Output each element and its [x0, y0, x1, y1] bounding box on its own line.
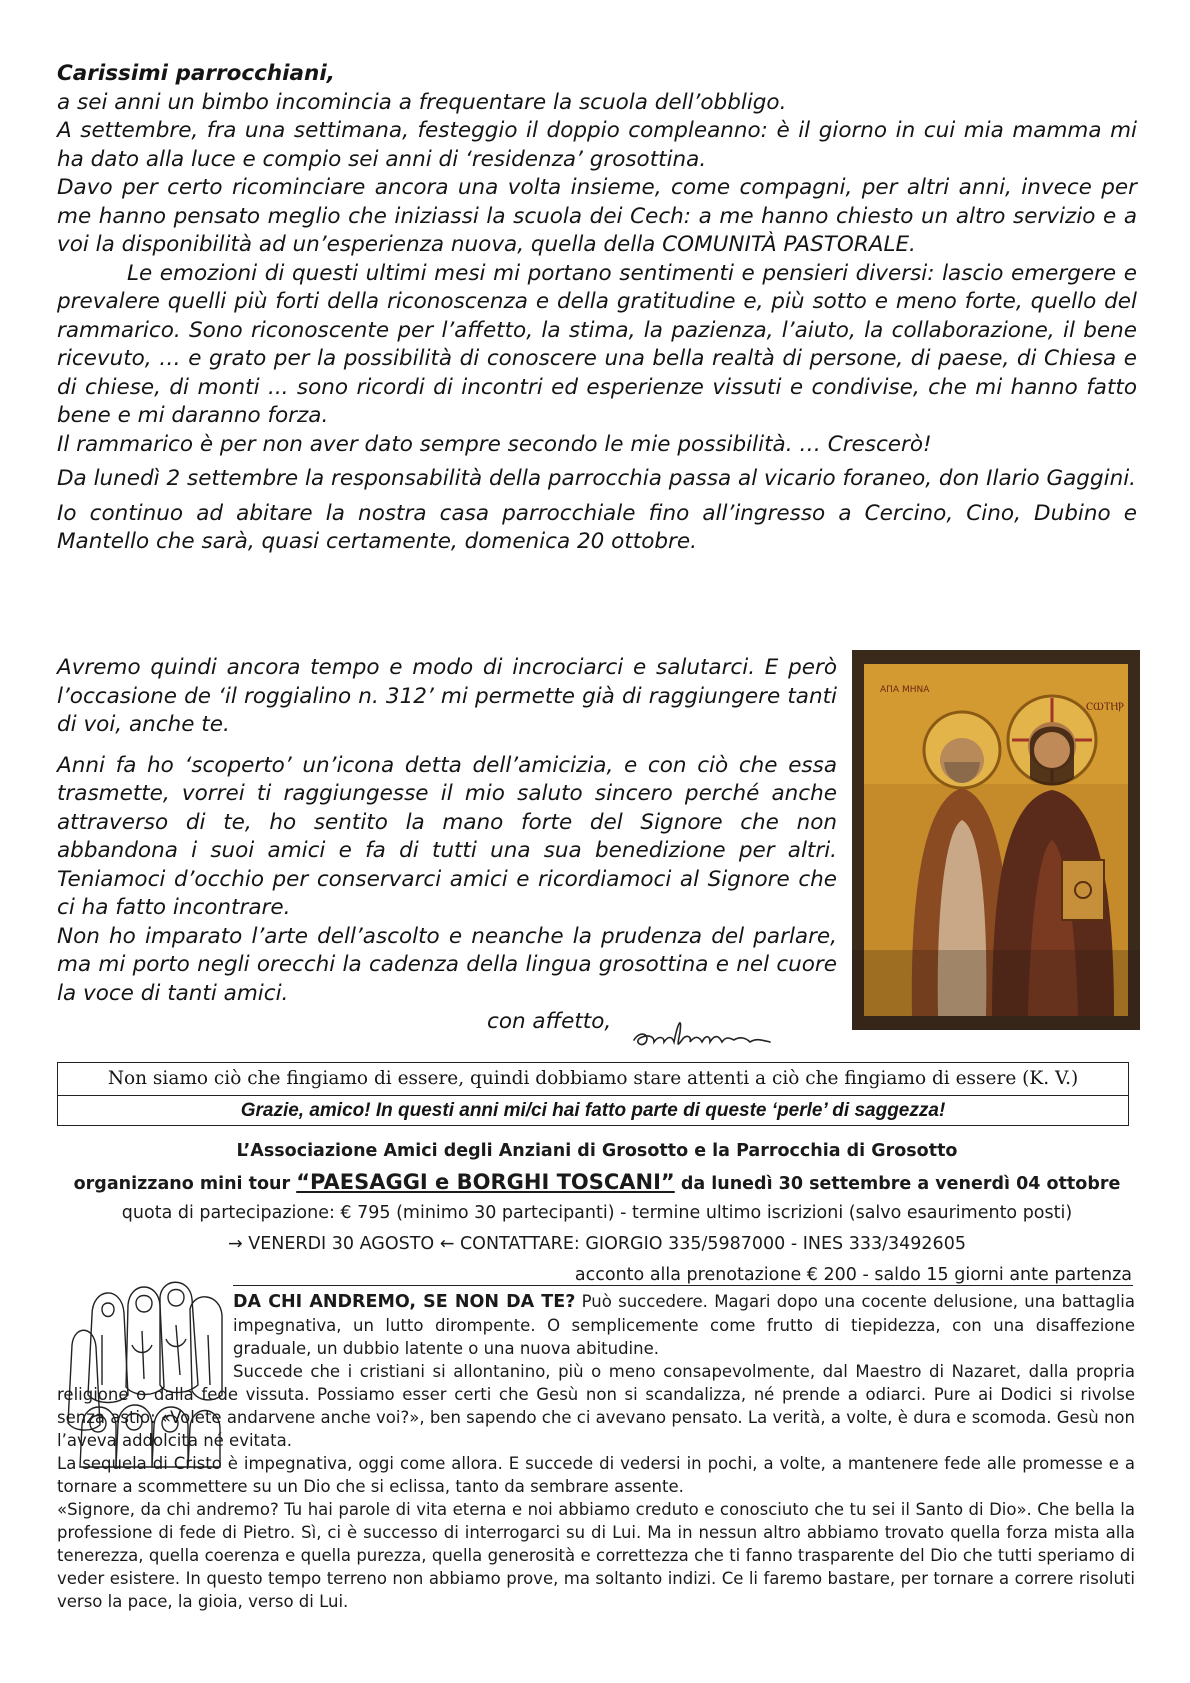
tour-organizers: L’Associazione Amici degli Anziani di Grosotto e la Parrocchia di Grosotto — [236, 1141, 958, 1161]
reflection-paragraph: La sequela di Cristo è impegnativa, oggi come allora. E succede di vedersi in pochi, a volte, a mantenere fede alle promesse e a tornare a scommettere su un Dio che si eclissa, tanto da sembrare assente. — [57, 1454, 1135, 1496]
tour-price: quota di partecipazione: € 795 (minimo 30 partecipanti) - termine ultimo iscrizioni (salvo esaurimento posti) — [121, 1203, 1073, 1223]
letter-paragraph: Anni fa ho ‘scoperto’ un’icona detta dell’amicizia, e con ciò che essa trasmette, vorrei ti raggiungesse il mio saluto sincero perché anche attraverso di te, ho sentito la mano forte del Signore che non abbandona i suoi amici e fa di tutti una sua benedizione per altri. Teniamoci d’occhio per conservarci amici e ricordiamoci al Signore che ci ha fatto incontrare. — [57, 752, 837, 920]
reflection-intro-text: Può succedere. Magari dopo una cocente delusione, una battaglia impegnativa, un lutto dirompente. O semplicemente come frutto di tiepidezza, con una disaffezione graduale, un dubbio latente o una nuova abitudine. — [233, 1292, 1135, 1358]
tour-deposit: acconto alla prenotazione € 200 - saldo 15 giorni ante partenza — [574, 1265, 1132, 1285]
tour-title: “PAESAGGI e BORGHI TOSCANI” — [296, 1170, 675, 1194]
letter-paragraph: Le emozioni di questi ultimi mesi mi portano sentimenti e pensieri diversi: lascio emergere e prevalere quelli più forti della riconoscenza e della gratitudine e, più sotto e meno forte, quello del rammarico. Sono riconoscente per l’affetto, la stima, la pazienza, l’aiuto, la collaborazione, il bene ricevuto, … e grato per la possibilità di conoscere una bella realtà di persone, di paese, di Chiesa e di chiese, di monti ... sono ricordi di incontri ed esperienze vissuti e condivise, che mi hanno fatto bene e mi daranno forza. — [57, 260, 1137, 428]
letter-paragraph: Io continuo ad abitare la nostra casa parrocchiale fino all’ingresso a Cercino, Cino, Dubino e Mantello che sarà, quasi certamente, domenica 20 ottobre. — [57, 500, 1137, 554]
thanks-line: Grazie, amico! In questi anni mi/ci hai fatto parte di queste ‘perle’ di saggezza! — [240, 1100, 946, 1121]
friendship-icon-image — [852, 650, 1140, 1030]
icon-inscription-left: ΑΠΑ ΜΗΝΑ — [880, 685, 930, 695]
section-divider — [233, 1285, 1133, 1286]
tour-dates: da lunedì 30 settembre a venerdì 04 ottobre — [674, 1174, 1121, 1194]
handwritten-signature — [630, 1012, 780, 1052]
letter-continuation — [57, 654, 837, 1037]
reflection-paragraph: «Signore, da chi andremo? Tu hai parole di vita eterna e noi abbiamo creduto e conosciuto che tu sei il Santo di Dio». Che bella la professione di fede di Pietro. Sì, ci è successo di interrogarci su di Lui. Ma in nessun altro abbiamo trovato quella forza mista alla tenerezza, quella coerenza e quella purezza, quella generosità e correttezza che ti fanno trasparente del Dio che tutti speriamo di veder esistere. In questo tempo terreno non abbiamo prove, ma soltanto indizi. Ce li faremo bastare, per tornare a correre risoluti verso la pace, la gioia, verso di Lui. — [57, 1500, 1135, 1611]
reflection-paragraph — [57, 1360, 1135, 1452]
reflection-title: DA CHI ANDREMO, SE NON DA TE? — [233, 1292, 576, 1312]
reflection-intro — [233, 1290, 1135, 1360]
letter-paragraph: Avremo quindi ancora tempo e modo di incrociarci e salutarci. E però l’occasione de ‘il roggialino n. 312’ mi permette già di raggiungere tanti di voi, anche te. — [57, 655, 837, 737]
letter-paragraph: Da lunedì 2 settembre la responsabilità della parrocchia passa al vicario foraneo, don Ilario Gaggini. — [57, 466, 1137, 491]
letter-paragraph: Il rammarico è per non aver dato sempre secondo le mie possibilità. … Crescerò! — [57, 431, 932, 457]
letter-greeting: Carissimi parrocchiani, — [57, 61, 335, 86]
reflection-article — [57, 1290, 1135, 1613]
icon-inscription-right: ⲤⲰⲦⲎⲢ — [1086, 700, 1124, 713]
tour-announcement — [57, 1136, 1137, 1291]
letter-paragraph: Non ho imparato l’arte dell’ascolto e neanche la prudenza del parlare, ma mi porto negli orecchi la cadenza della lingua grosottina e nel cuore la voce di tanti amici. — [57, 923, 837, 1006]
wisdom-quote: Non siamo ciò che fingiamo di essere, quindi dobbiamo stare attenti a ciò che fingiamo di essere (K. V.) — [58, 1063, 1128, 1096]
letter-paragraph: a sei anni un bimbo incomincia a frequentare la scuola dell’obbligo. — [57, 89, 787, 115]
letter-paragraph: A settembre, fra una settimana, festeggio il doppio compleanno: è il giorno in cui mia mamma mi ha dato alla luce e compio sei anni di ‘residenza’ grosottina. — [57, 118, 1137, 172]
tour-intro: organizzano mini tour — [73, 1174, 297, 1194]
tour-contacts: → VENERDI 30 AGOSTO ← CONTATTARE: GIORGIO 335/5987000 - INES 333/3492605 — [228, 1234, 966, 1254]
letter-paragraph: Davo per certo ricominciare ancora una volta insieme, come compagni, per altri anni, invece per me hanno pensato meglio che iniziassi la scuola dei Cech: a me hanno chiesto un altro servizio e a voi la disponibilità ad un’esperienza nuova, quella della COMUNITÀ PASTORALE. — [57, 175, 1137, 257]
tour-title-line — [57, 1167, 1137, 1198]
parish-letter — [57, 60, 1137, 557]
reflection-paragraph-text: Succede che i cristiani si allontanino, più o meno consapevolmente, dal Maestro di Nazaret, dalla propria religione o dalla fede vissuta. Possiamo esser certi che Gesù non si scandalizza, né prende a odiarci. Pure ai Dodici si rivolse senza astio: «Volete andarvene anche voi?», ben sapendo che ci avevano pensato. La verità, a volte, è dura e scomoda. Gesù non l’aveva addolcita né evitata. — [57, 1362, 1135, 1450]
quote-box — [57, 1062, 1129, 1126]
letter-closing: con affetto, — [487, 1009, 612, 1034]
